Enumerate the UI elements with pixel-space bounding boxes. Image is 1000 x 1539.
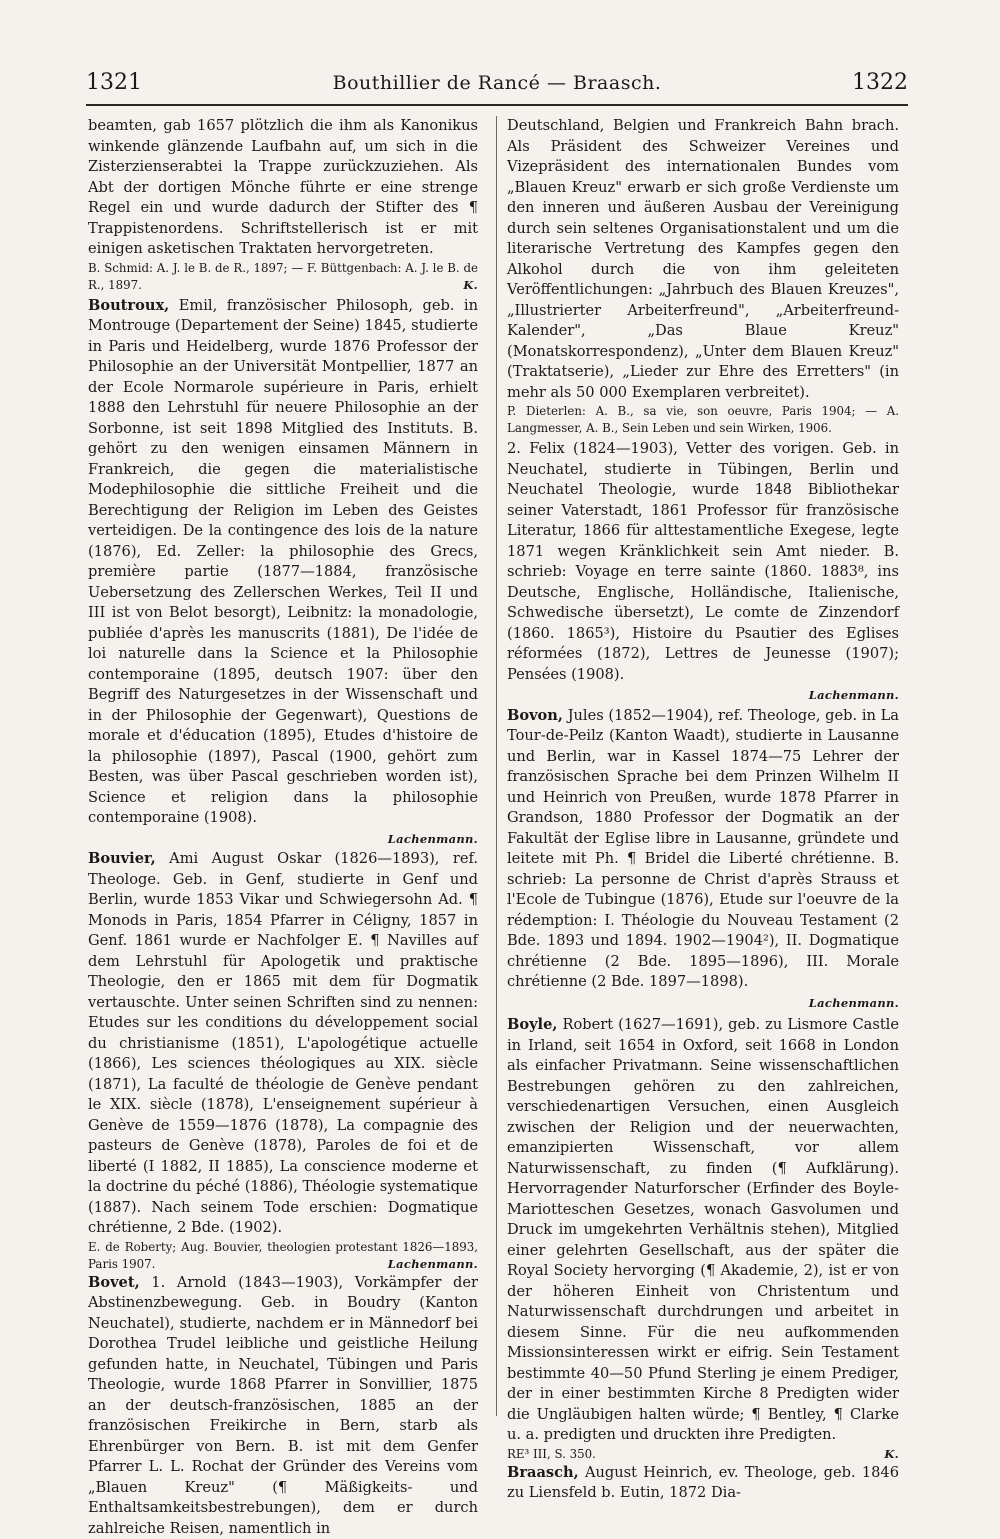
author-signature: Lachenmann. (507, 993, 899, 1014)
author-signature: Lachenmann. (388, 1256, 478, 1273)
entry-text: Emil, französischer Philosoph, geb. in Montrouge (Departement der Seine) 1845, studierte in Paris und Heidelberg, wurde 1876 Professor der Philosophie an der Universität Montpellier, 1877 an der Ecole Normarole supérieure in Paris, erhielt 1888 den Lehrstuhl für neuere Philosophie an der Sorbonne, ist seit 1898 Mitglied des Instituts. B. gehört zu den wenigen einsamen Männern in Frankreich, die gegen die materialistische Modephilosophie die sittliche Freiheit und die Berechtigung der Religion im Leben des Geistes verteidigen. De la contingence des lois de la nature (1876), Ed. Zeller: la philosophie des Grecs, première partie (1877—1884, französische Uebersetzung des Zellerschen Werkes, Teil II und III ist von Belot besorgt), Leibnitz: la monadologie, publiée d'après les manuscrits (1881), De l'idée de loi naturelle dans la Science et la Philosophie contemporaine (1895, deutsch 1907: über den Begriff des Naturgesetzes in der Wissenschaft und in der Philosophie der Gegenwart), Questions de morale et d'éducation (1895), Etudes d'histoire de la philosophie (1897), Pascal (1900, gehört zum Besten, was über Pascal geschrieben worden ist), Science et religion dans la philosophie contemporaine (1908). (88, 297, 478, 827)
entry-felix-bovet (507, 439, 899, 706)
entry-text: 2. Felix (1824—1903), Vetter des vorigen. Geb. in Neuchatel, studierte in Tübingen, Berlin und Neuchatel Theologie, wurde 1848 Bibliothekar seiner Vaterstadt, 1861 Professor für französische Literatur, 1866 für alttestamentliche Exegese, legte 1871 wegen Kränklichkeit sein Amt nieder. B. schrieb: Voyage en terre sainte (1860. 1883⁸, ins Deutsche, Englische, Holländische, Italienische, Schwedische übersetzt), Le comte de Zinzendorf (1860. 1865³), Histoire du Psautier des Eglises réformées (1872), Lettres de Jeunesse (1907); Pensées (1908). (507, 439, 899, 685)
entry-text: Robert (1627—1691), geb. zu Lismore Castle in Irland, seit 1654 in Oxford, seit 1668 in London als einfacher Privatmann. Seine wissenschaftlichen Bestrebungen gehören zu den zahlreichen, verschiedenartigen Versuchen, einen Ausgleich zwischen der Religion und der neuerwachten, emanzipierten Wissenschaft, vor allem Naturwissenschaft, zu finden (¶ Aufklärung). Hervorragender Naturforscher (Erfinder des Boyle-Mariotteschen Gesetzes, wonach Gasvolumen und Druck im umgekehrten Verhältnis stehen), Mitglied einer gelehrten Gesellschaft, aus der später die Royal Society hervorging (¶ Akademie, 2), ist er von der höheren Einheit von Christentum und Naturwissenschaft durchdrungen und arbeitet in diesem Sinne. Für die neu aufkommenden Missionsinteressen wirkt er eifrig. Sein Testament bestimmte 40—50 Pfund Sterling je einem Prediger, der in einer bestimmten Kirche 8 Predigten wider die Ungläubigen halten würde; ¶ Bentley, ¶ Clarke u. a. predigten und druckten ihre Predigten. (507, 1016, 899, 1443)
literature-text: RE³ III, S. 350. (507, 1447, 596, 1461)
author-signature: K. (463, 277, 478, 294)
literature-note (507, 1446, 899, 1463)
page-number-left: 1321 (86, 70, 142, 95)
entry-text: Ami August Oskar (1826—1893), ref. Theologe. Geb. in Genf, studierte in Genf und Berlin, wurde 1853 Vikar und Schwiegersohn Ad. ¶ Monods in Paris, 1854 Pfarrer in Céligny, 1857 in Genf. 1861 wurde er Nachfolger E. ¶ Navilles auf dem Lehrstuhl für Apologetik und praktische Theologie, den er 1865 mit dem für Dogmatik vertauschte. Unter seinen Schriften sind zu nennen: Etudes sur les conditions du développement social du christianisme (1851), L'apologétique actuelle (1866), Les sciences théologiques au XIX. siècle (1871), La faculté de théologie de Genève pendant le XIX. siècle (1878), L'enseignement supérieur à Genève de 1559—1876 (1878), La compagnie des pasteurs de Genève (1878), Paroles de foi et de liberté (I 1882, II 1885), La conscience moderne et la doctrine du péché (1886), Théologie systematique (1887). Nach seinem Tode erschien: Dogmatique chrétienne, 2 Bde. (1902). (88, 850, 478, 1236)
running-header (86, 70, 908, 106)
entry-lemma: Braasch, (507, 1464, 579, 1481)
column-divider (496, 116, 497, 1416)
entry-bovon (507, 706, 899, 1014)
entry-boyle (507, 1015, 899, 1463)
author-signature: Lachenmann. (507, 685, 899, 706)
literature-note (88, 1239, 478, 1273)
entry-text: beamten, gab 1657 plötzlich die ihm als Kanonikus winkende glänzende Laufbahn auf, um sich in die Zisterzienserabtei la Trappe zurückzuziehen. Als Abt der dortigen Mönche führte er eine strenge Regel ein und wurde dadurch der Stifter des ¶ Trappistenordens. Schriftstellerisch ist er mit einigen asketischen Traktaten hervorgetreten. (88, 116, 478, 260)
author-signature: Lachenmann. (88, 829, 478, 850)
right-column (507, 116, 899, 1504)
header-rule (86, 104, 908, 106)
page-number-right: 1322 (852, 70, 908, 95)
left-column (88, 116, 478, 1539)
entry-lemma: Bovon, (507, 707, 563, 724)
entry-text: Deutschland, Belgien und Frankreich Bahn brach. Als Präsident des Schweizer Vereines und Vizepräsident des internationalen Bundes vom „Blauen Kreuz" erwarb er sich große Verdienste um den inneren und äußeren Ausbau der Vereinigung durch sein seltenes Organisationstalent und um die literarische Vertretung des Kampfes gegen den Alkohol durch die von ihm geleiteten Veröffentlichungen: „Jahrbuch des Blauen Kreuzes", „Illustrierter Arbeiterfreund", „Arbeiterfreund-Kalender", „Das Blaue Kreuz" (Monatskorrespondenz), „Unter dem Blauen Kreuz" (Traktatserie), „Lieder zur Ehre des Erretters" (in mehr als 50 000 Exemplaren verbreitet). (507, 116, 899, 403)
literature-note: P. Dieterlen: A. B., sa vie, son oeuvre, Paris 1904; — A. Langmesser, A. B., Sein Leben und sein Wirken, 1906. (507, 403, 899, 437)
literature-text: E. de Roberty; Aug. Bouvier, theologien protestant 1826—1893, Paris 1907. (88, 1240, 478, 1271)
entry-lemma: Boyle, (507, 1016, 557, 1033)
entry-text: Jules (1852—1904), ref. Theologe, geb. in La Tour-de-Peilz (Kanton Waadt), studierte in Lausanne und Berlin, war in Kassel 1874—75 Lehrer der französischen Sprache bei dem Prinzen Wilhelm II und Heinrich von Preußen, wurde 1878 Pfarrer in Grandson, 1880 Professor der Dogmatik an der Fakultät der Eglise libre in Lausanne, gründete und leitete mit Ph. ¶ Bridel die Liberté chrétienne. B. schrieb: La personne de Christ d'après Strauss et l'Ecole de Tubingue (1876), Etude sur l'oeuvre de la rédemption: I. Théologie du Nouveau Testament (2 Bde. 1893 und 1894. 1902—1904²), II. Dogmatique chrétienne (2 Bde. 1895—1896), III. Morale chrétienne (2 Bde. 1897—1898). (507, 707, 899, 991)
entry-lemma: Bouvier, (88, 850, 156, 867)
entry-boutroux (88, 296, 478, 850)
author-signature: K. (884, 1446, 899, 1463)
literature-note (88, 260, 478, 294)
entry-bovet-continued (507, 116, 899, 437)
entry-lemma: Bovet, (88, 1274, 140, 1291)
entry-rance-continued (88, 116, 478, 294)
entry-text: August Heinrich, ev. Theologe, geb. 1846 zu Liensfeld b. Eutin, 1872 Dia- (507, 1464, 899, 1502)
entry-lemma: Boutroux, (88, 297, 169, 314)
entry-text: 1. Arnold (1843—1903), Vorkämpfer der Abstinenzbewegung. Geb. in Boudry (Kanton Neuchatel), studierte, nachdem er in Männedorf bei Dorothea Trudel leibliche und geistliche Heilung gefunden hatte, in Neuchatel, Tübingen und Paris Theologie, wurde 1868 Pfarrer in Sonvillier, 1875 an der deutsch-französischen, 1885 an der französischen Freikirche in Bern, starb als Ehrenbürger von Bern. B. ist mit dem Genfer Pfarrer L. L. Rochat der Gründer des Vereins vom „Blauen Kreuz" (¶ Mäßigkeits- und Enthaltsamkeitsbestrebungen), dem er durch zahlreiche Reisen, namentlich in (88, 1274, 478, 1537)
running-title: Bouthillier de Rancé — Braasch. (333, 72, 662, 94)
literature-text: B. Schmid: A. J. le B. de R., 1897; — F. Büttgenbach: A. J. le B. de R., 1897. (88, 261, 478, 292)
entry-bouvier (88, 849, 478, 1273)
entry-braasch (507, 1463, 899, 1504)
entry-bovet (88, 1273, 478, 1539)
